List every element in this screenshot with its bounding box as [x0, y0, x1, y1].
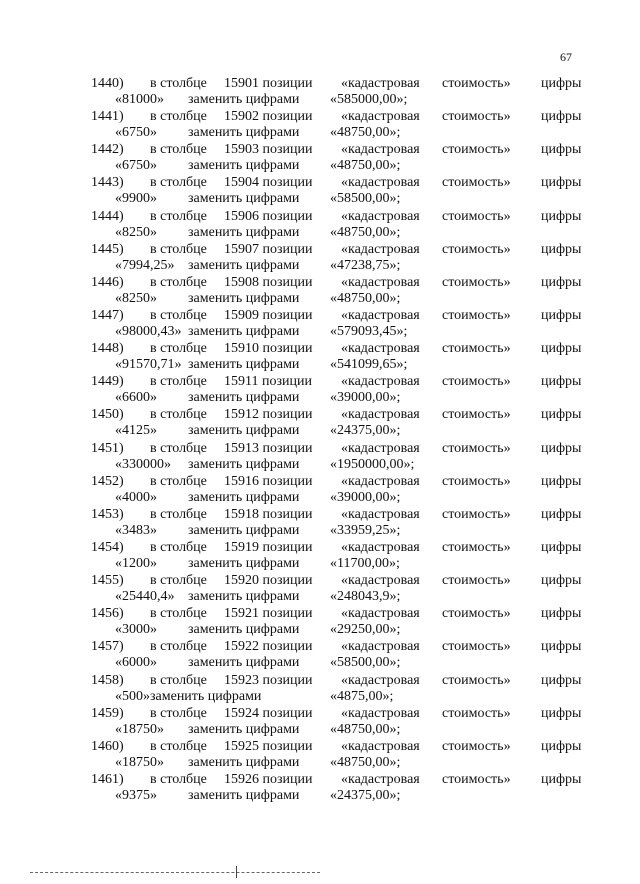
- footer-scan-tick: [236, 866, 237, 878]
- position-number: 15902 позиции: [224, 109, 313, 125]
- footer-scan-rule: [30, 872, 320, 873]
- position-number: 15923 позиции: [224, 672, 313, 688]
- old-value: «8250»: [115, 290, 157, 306]
- position-number: 15919 позиции: [224, 539, 313, 555]
- replace-phrase: заменить цифрами: [188, 125, 300, 141]
- value-word: стоимость»: [442, 76, 511, 91]
- replace-phrase: заменить цифрами: [188, 390, 300, 406]
- digits-word: цифры: [541, 407, 582, 423]
- digits-word: цифры: [541, 109, 582, 125]
- old-value: «18750»: [115, 754, 164, 770]
- new-value: «48750,00»;: [330, 754, 401, 770]
- entry-number: 1447): [91, 307, 124, 323]
- cadastral-word: «кадастровая: [341, 606, 420, 622]
- column-phrase: в столбце: [150, 573, 207, 589]
- new-value: «4875,00»;: [330, 688, 394, 704]
- column-phrase: в столбце: [150, 606, 207, 622]
- old-value: «330000»: [115, 456, 171, 472]
- entry-number: 1448): [91, 341, 124, 357]
- replace-phrase: заменить цифрами: [188, 290, 300, 306]
- new-value: «1950000,00»;: [330, 456, 415, 472]
- amendment-entry: [0, 76, 640, 109]
- entry-number: 1459): [91, 705, 124, 721]
- new-value: «48750,00»;: [330, 721, 401, 737]
- value-word: стоимость»: [442, 374, 511, 390]
- amendment-entry: [0, 374, 640, 407]
- amendment-entry: [0, 308, 640, 341]
- column-phrase: в столбце: [150, 771, 207, 787]
- replace-phrase: заменить цифрами: [188, 655, 300, 671]
- replace-phrase: заменить цифрами: [188, 158, 300, 174]
- digits-word: цифры: [541, 175, 582, 191]
- entry-number: 1454): [91, 539, 124, 555]
- digits-word: цифры: [541, 672, 582, 688]
- cadastral-word: «кадастровая: [341, 341, 420, 357]
- new-value: «585000,00»;: [330, 92, 408, 107]
- replace-phrase: заменить цифрами: [188, 589, 300, 605]
- old-value: «81000»: [115, 92, 164, 107]
- amendment-entry: [0, 209, 640, 242]
- entry-number: 1461): [91, 771, 124, 787]
- value-word: стоимость»: [442, 241, 511, 257]
- position-number: 15920 позиции: [224, 573, 313, 589]
- replace-phrase: заменить цифрами: [188, 721, 300, 737]
- new-value: «24375,00»;: [330, 787, 401, 803]
- amendment-entry: [0, 772, 640, 805]
- cadastral-word: «кадастровая: [341, 473, 420, 489]
- value-word: стоимость»: [442, 705, 511, 721]
- new-value: «48750,00»;: [330, 290, 401, 306]
- replace-phrase: заменить цифрами: [188, 224, 300, 240]
- replace-phrase: заменить цифрами: [188, 622, 300, 638]
- digits-word: цифры: [541, 539, 582, 555]
- entry-number: 1450): [91, 407, 124, 423]
- replace-phrase: заменить цифрами: [188, 787, 300, 803]
- position-number: 15901 позиции: [224, 76, 313, 91]
- value-word: стоимость»: [442, 109, 511, 125]
- amendment-entry: [0, 540, 640, 573]
- replace-phrase: заменить цифрами: [188, 489, 300, 505]
- replace-phrase: заменить цифрами: [188, 555, 300, 571]
- value-word: стоимость»: [442, 738, 511, 754]
- value-word: стоимость»: [442, 440, 511, 456]
- amendment-entry: [0, 142, 640, 175]
- value-word: стоимость»: [442, 539, 511, 555]
- amendment-entry: [0, 474, 640, 507]
- old-value: «6000»: [115, 655, 157, 671]
- digits-word: цифры: [541, 606, 582, 622]
- entry-number: 1456): [91, 606, 124, 622]
- cadastral-word: «кадастровая: [341, 76, 420, 91]
- entry-number: 1440): [91, 76, 124, 91]
- digits-word: цифры: [541, 573, 582, 589]
- digits-word: цифры: [541, 506, 582, 522]
- old-value: «18750»: [115, 721, 164, 737]
- old-value: «4125»: [115, 423, 157, 439]
- position-number: 15922 позиции: [224, 639, 313, 655]
- cadastral-word: «кадастровая: [341, 109, 420, 125]
- position-number: 15925 позиции: [224, 738, 313, 754]
- amendment-entry: [0, 573, 640, 606]
- entry-number: 1445): [91, 241, 124, 257]
- entry-number: 1457): [91, 639, 124, 655]
- new-value: «579093,45»;: [330, 323, 408, 339]
- cadastral-word: «кадастровая: [341, 440, 420, 456]
- cadastral-word: «кадастровая: [341, 142, 420, 158]
- digits-word: цифры: [541, 341, 582, 357]
- position-number: 15926 позиции: [224, 771, 313, 787]
- amendment-entry: [0, 606, 640, 639]
- value-word: стоимость»: [442, 407, 511, 423]
- replace-phrase: заменить цифрами: [188, 323, 300, 339]
- value-word: стоимость»: [442, 506, 511, 522]
- value-word: стоимость»: [442, 175, 511, 191]
- amendment-entry: [0, 639, 640, 672]
- cadastral-word: «кадастровая: [341, 506, 420, 522]
- entry-number: 1441): [91, 109, 124, 125]
- column-phrase: в столбце: [150, 738, 207, 754]
- new-value: «39000,00»;: [330, 390, 401, 406]
- column-phrase: в столбце: [150, 175, 207, 191]
- column-phrase: в столбце: [150, 473, 207, 489]
- new-value: «248043,9»;: [330, 589, 401, 605]
- new-value: «48750,00»;: [330, 158, 401, 174]
- column-phrase: в столбце: [150, 208, 207, 224]
- cadastral-word: «кадастровая: [341, 241, 420, 257]
- amendment-entry: [0, 706, 640, 739]
- new-value: «33959,25»;: [330, 522, 401, 538]
- position-number: 15909 позиции: [224, 307, 313, 323]
- amendment-list: [0, 76, 640, 805]
- position-number: 15913 позиции: [224, 440, 313, 456]
- position-number: 15916 позиции: [224, 473, 313, 489]
- replace-phrase: заменить цифрами: [188, 456, 300, 472]
- cadastral-word: «кадастровая: [341, 738, 420, 754]
- replace-phrase: заменить цифрами: [188, 357, 300, 373]
- position-number: 15903 позиции: [224, 142, 313, 158]
- column-phrase: в столбце: [150, 274, 207, 290]
- cadastral-word: «кадастровая: [341, 771, 420, 787]
- position-number: 15911 позиции: [224, 374, 312, 390]
- column-phrase: в столбце: [150, 407, 207, 423]
- new-value: «47238,75»;: [330, 257, 401, 273]
- cadastral-word: «кадастровая: [341, 705, 420, 721]
- value-word: стоимость»: [442, 473, 511, 489]
- entry-number: 1449): [91, 374, 124, 390]
- value-word: стоимость»: [442, 274, 511, 290]
- value-word: стоимость»: [442, 142, 511, 158]
- digits-word: цифры: [541, 374, 582, 390]
- position-number: 15906 позиции: [224, 208, 313, 224]
- digits-word: цифры: [541, 76, 582, 91]
- position-number: 15921 позиции: [224, 606, 313, 622]
- old-value: «9375»: [115, 787, 157, 803]
- replace-phrase: заменить цифрами: [188, 522, 300, 538]
- value-word: стоимость»: [442, 573, 511, 589]
- old-value: «6750»: [115, 158, 157, 174]
- old-value: «3000»: [115, 622, 157, 638]
- digits-word: цифры: [541, 738, 582, 754]
- position-number: 15910 позиции: [224, 341, 313, 357]
- entry-number: 1446): [91, 274, 124, 290]
- digits-word: цифры: [541, 705, 582, 721]
- entry-number: 1444): [91, 208, 124, 224]
- entry-number: 1451): [91, 440, 124, 456]
- digits-word: цифры: [541, 241, 582, 257]
- column-phrase: в столбце: [150, 639, 207, 655]
- new-value: «24375,00»;: [330, 423, 401, 439]
- old-value: «3483»: [115, 522, 157, 538]
- old-value: «91570,71»: [115, 357, 182, 373]
- position-number: 15912 позиции: [224, 407, 313, 423]
- value-word: стоимость»: [442, 771, 511, 787]
- replace-phrase: заменить цифрами: [188, 257, 300, 273]
- column-phrase: в столбце: [150, 374, 207, 390]
- new-value: «58500,00»;: [330, 655, 401, 671]
- amendment-entry: [0, 109, 640, 142]
- old-value: «9900»: [115, 191, 157, 207]
- entry-number: 1443): [91, 175, 124, 191]
- digits-word: цифры: [541, 142, 582, 158]
- replace-phrase: заменить цифрами: [188, 191, 300, 207]
- column-phrase: в столбце: [150, 506, 207, 522]
- digits-word: цифры: [541, 274, 582, 290]
- old-value: «500»заменить цифрами: [115, 688, 262, 704]
- page-number: 67: [560, 50, 572, 64]
- column-phrase: в столбце: [150, 705, 207, 721]
- new-value: «58500,00»;: [330, 191, 401, 207]
- value-word: стоимость»: [442, 341, 511, 357]
- entry-number: 1460): [91, 738, 124, 754]
- amendment-entry: [0, 175, 640, 208]
- value-word: стоимость»: [442, 639, 511, 655]
- column-phrase: в столбце: [150, 672, 207, 688]
- digits-word: цифры: [541, 771, 582, 787]
- old-value: «8250»: [115, 224, 157, 240]
- value-word: стоимость»: [442, 208, 511, 224]
- amendment-entry: [0, 242, 640, 275]
- position-number: 15907 позиции: [224, 241, 313, 257]
- cadastral-word: «кадастровая: [341, 208, 420, 224]
- digits-word: цифры: [541, 639, 582, 655]
- entry-number: 1458): [91, 672, 124, 688]
- new-value: «11700,00»;: [330, 555, 400, 571]
- entry-number: 1453): [91, 506, 124, 522]
- entry-number: 1452): [91, 473, 124, 489]
- position-number: 15904 позиции: [224, 175, 313, 191]
- cadastral-word: «кадастровая: [341, 407, 420, 423]
- cadastral-word: «кадастровая: [341, 672, 420, 688]
- new-value: «541099,65»;: [330, 357, 408, 373]
- amendment-entry: [0, 673, 640, 706]
- value-word: стоимость»: [442, 606, 511, 622]
- position-number: 15908 позиции: [224, 274, 313, 290]
- value-word: стоимость»: [442, 672, 511, 688]
- cadastral-word: «кадастровая: [341, 374, 420, 390]
- position-number: 15924 позиции: [224, 705, 313, 721]
- replace-phrase: заменить цифрами: [188, 423, 300, 439]
- old-value: «25440,4»: [115, 589, 175, 605]
- old-value: «98000,43»: [115, 323, 182, 339]
- amendment-entry: [0, 407, 640, 440]
- digits-word: цифры: [541, 473, 582, 489]
- old-value: «7994,25»: [115, 257, 175, 273]
- column-phrase: в столбце: [150, 76, 207, 91]
- digits-word: цифры: [541, 208, 582, 224]
- amendment-entry: [0, 507, 640, 540]
- old-value: «1200»: [115, 555, 157, 571]
- cadastral-word: «кадастровая: [341, 175, 420, 191]
- new-value: «29250,00»;: [330, 622, 401, 638]
- cadastral-word: «кадастровая: [341, 539, 420, 555]
- amendment-entry: [0, 441, 640, 474]
- new-value: «48750,00»;: [330, 125, 401, 141]
- column-phrase: в столбце: [150, 539, 207, 555]
- old-value: «6750»: [115, 125, 157, 141]
- value-word: стоимость»: [442, 307, 511, 323]
- digits-word: цифры: [541, 307, 582, 323]
- amendment-entry: [0, 739, 640, 772]
- column-phrase: в столбце: [150, 440, 207, 456]
- new-value: «48750,00»;: [330, 224, 401, 240]
- cadastral-word: «кадастровая: [341, 573, 420, 589]
- entry-number: 1442): [91, 142, 124, 158]
- new-value: «39000,00»;: [330, 489, 401, 505]
- digits-word: цифры: [541, 440, 582, 456]
- replace-phrase: заменить цифрами: [188, 92, 300, 107]
- column-phrase: в столбце: [150, 307, 207, 323]
- cadastral-word: «кадастровая: [341, 639, 420, 655]
- cadastral-word: «кадастровая: [341, 307, 420, 323]
- replace-phrase: заменить цифрами: [188, 754, 300, 770]
- old-value: «4000»: [115, 489, 157, 505]
- column-phrase: в столбце: [150, 109, 207, 125]
- column-phrase: в столбце: [150, 142, 207, 158]
- position-number: 15918 позиции: [224, 506, 313, 522]
- amendment-entry: [0, 275, 640, 308]
- cadastral-word: «кадастровая: [341, 274, 420, 290]
- amendment-entry: [0, 341, 640, 374]
- old-value: «6600»: [115, 390, 157, 406]
- column-phrase: в столбце: [150, 241, 207, 257]
- entry-number: 1455): [91, 573, 124, 589]
- column-phrase: в столбце: [150, 341, 207, 357]
